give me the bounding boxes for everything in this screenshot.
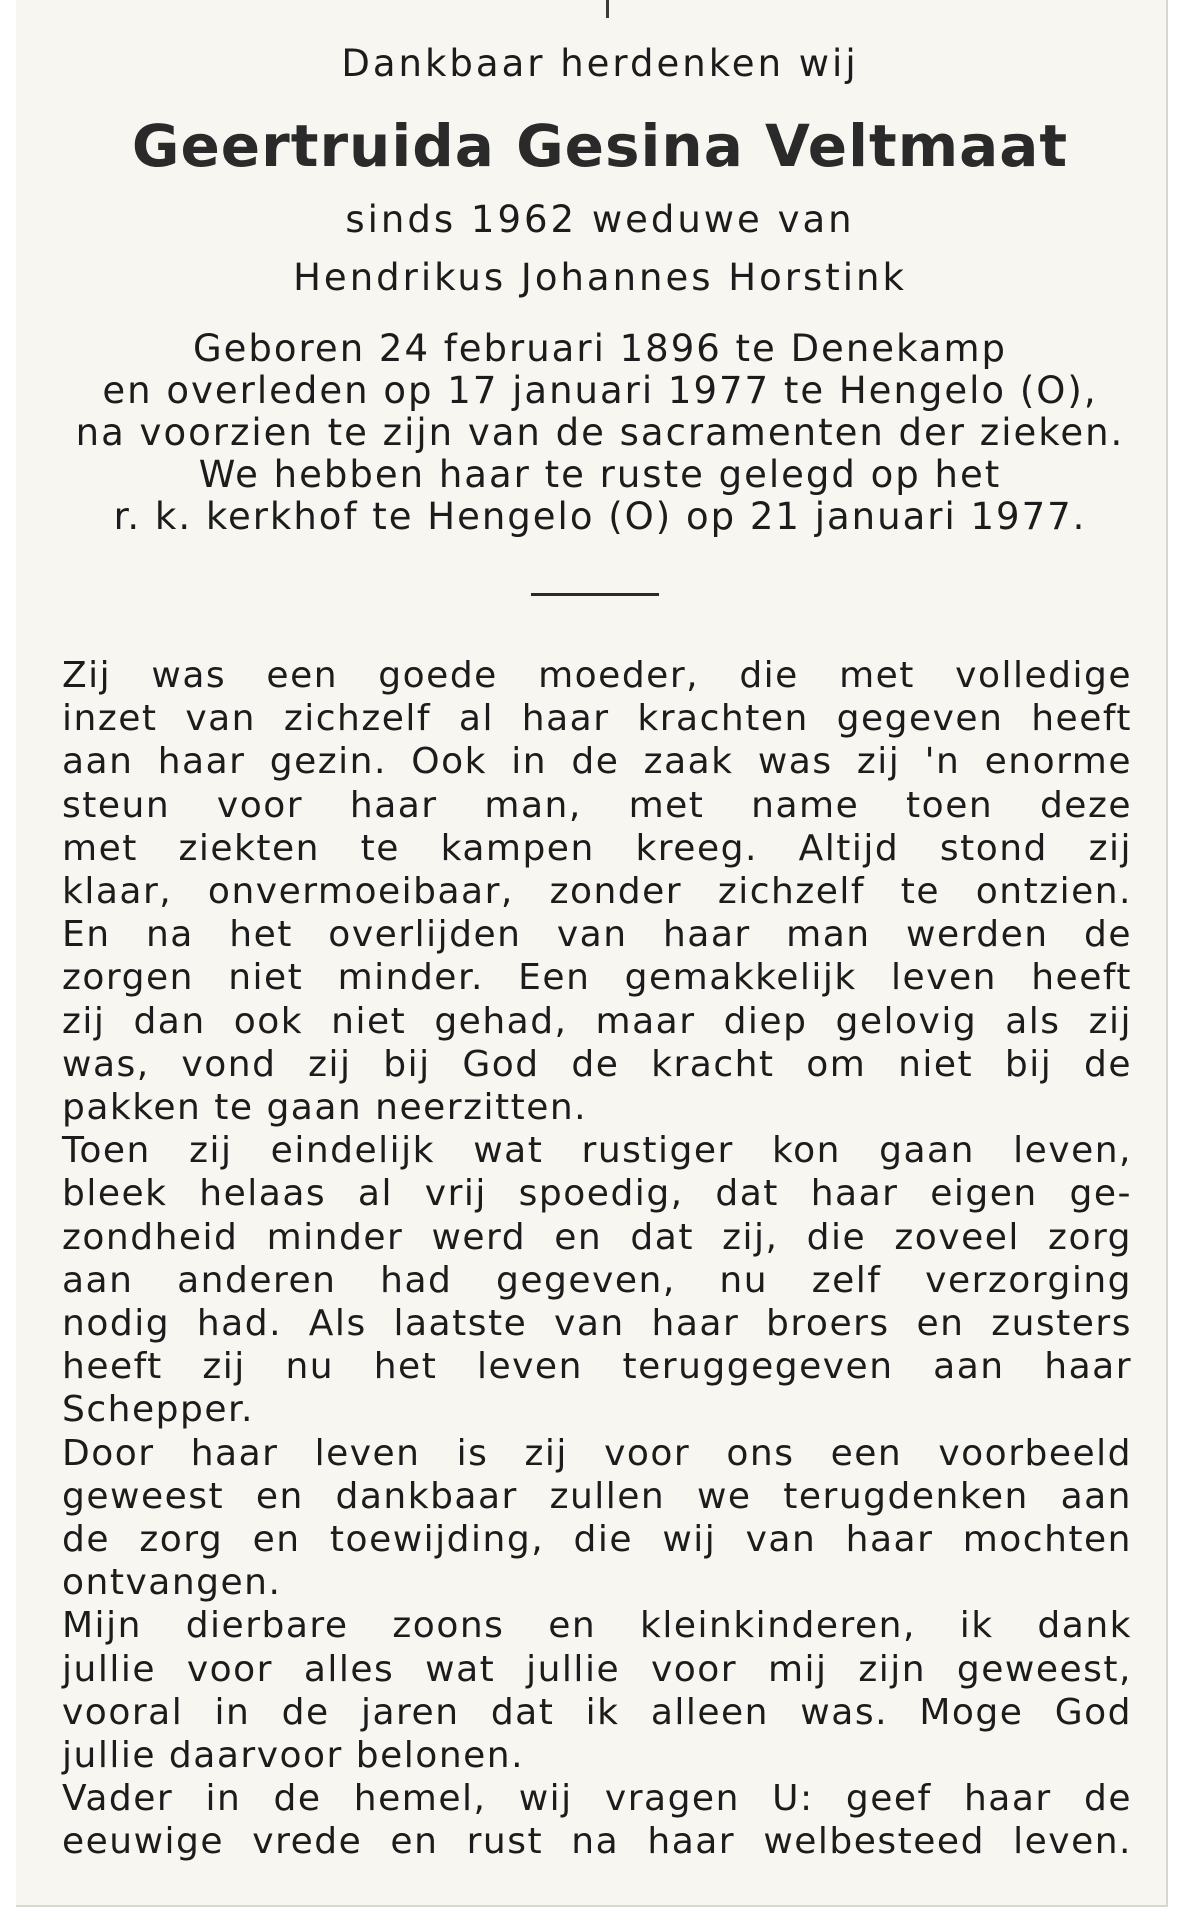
memorial-text-line: geweest en dankbaar zullen we terugdenken aan — [62, 1475, 1132, 1517]
memorial-text-line: Door haar leven is zij voor ons een voorbeeld — [62, 1432, 1132, 1474]
memorial-text-line: heeft zij nu het leven teruggegeven aan haar — [62, 1346, 1132, 1388]
details-line: r. k. kerkhof te Hengelo (O) op 21 januari 1977. — [113, 495, 1087, 538]
memorial-text-line: bleek helaas al vrij spoedig, dat haar eigen ge- — [62, 1173, 1132, 1215]
details-line: We hebben haar te ruste gelegd op het — [198, 453, 1002, 496]
memorial-text-line: de zorg en toewijding, die wij van haar mochten — [62, 1519, 1132, 1561]
memorial-text-line: zorgen niet minder. Een gemakkelijk leven heeft — [62, 957, 1132, 999]
memorial-text-line: was, vond zij bij God de kracht om niet bij de — [62, 1043, 1132, 1085]
details-line: en overleden op 17 januari 1977 te Hengelo (O), — [102, 369, 1098, 412]
memorial-text-line: aan haar gezin. Ook in de zaak was zij 'n enorme — [62, 741, 1132, 783]
life-details — [20, 328, 1180, 538]
memorial-text-line: inzet van zichzelf al haar krachten gegeven heeft — [62, 698, 1132, 740]
memorial-text-line: klaar, onvermoeibaar, zonder zichzelf te ontzien. — [62, 871, 1132, 913]
memorial-text-line: steun voor haar man, met name toen deze — [62, 784, 1132, 826]
memorial-text-line: Mijn dierbare zoons en kleinkinderen, ik dank — [62, 1605, 1132, 1647]
memorial-text-line: zondheid minder werd en dat zij, die zoveel zorg — [62, 1216, 1132, 1258]
memorial-text-line: Toen zij eindelijk wat rustiger kon gaan leven, — [62, 1130, 1132, 1172]
section-divider — [531, 593, 659, 596]
memorial-text-line: ontvangen. — [62, 1562, 282, 1604]
details-line: na voorzien te zijn van de sacramenten der zieken. — [75, 411, 1125, 454]
details-line: Geboren 24 februari 1896 te Denekamp — [192, 327, 1008, 370]
deceased-name: Geertruida Gesina Veltmaat — [131, 112, 1069, 180]
memorial-text-line: zij dan ook niet gehad, maar diep gelovig als zij — [62, 1000, 1132, 1042]
memorial-text-line: Zij was een goede moeder, die met volledige — [62, 655, 1132, 696]
memorial-text-line: jullie daarvoor belonen. — [62, 1735, 525, 1777]
memorial-text-line: Vader in de hemel, wij vragen U: geef haar de — [62, 1778, 1132, 1820]
memorial-text-line: vooral in de jaren dat ik alleen was. Moge God — [62, 1691, 1132, 1733]
spouse-name: Hendrikus Johannes Horstink — [293, 256, 907, 299]
memorial-text — [62, 654, 1132, 1864]
memorial-text-line: En na het overlijden van haar man werden de — [62, 914, 1132, 956]
memorial-text-line: jullie voor alles wat jullie voor mij zijn geweest, — [62, 1648, 1132, 1690]
widow-since-line: sinds 1962 weduwe van — [345, 198, 855, 241]
memorial-text-line: Schepper. — [62, 1389, 254, 1431]
memorial-text-line: met ziekten te kampen kreeg. Altijd stond zij — [62, 827, 1132, 869]
memorial-text-line: pakken te gaan neerzitten. — [62, 1087, 588, 1129]
cross-mark-fragment — [606, 0, 609, 18]
intro-line: Dankbaar herdenken wij — [341, 42, 859, 85]
memorial-text-line: aan anderen had gegeven, nu zelf verzorging — [62, 1259, 1132, 1301]
memorial-text-line: nodig had. Als laatste van haar broers en zusters — [62, 1303, 1132, 1345]
memorial-text-line: eeuwige vrede en rust na haar welbesteed leven. — [62, 1821, 1132, 1863]
